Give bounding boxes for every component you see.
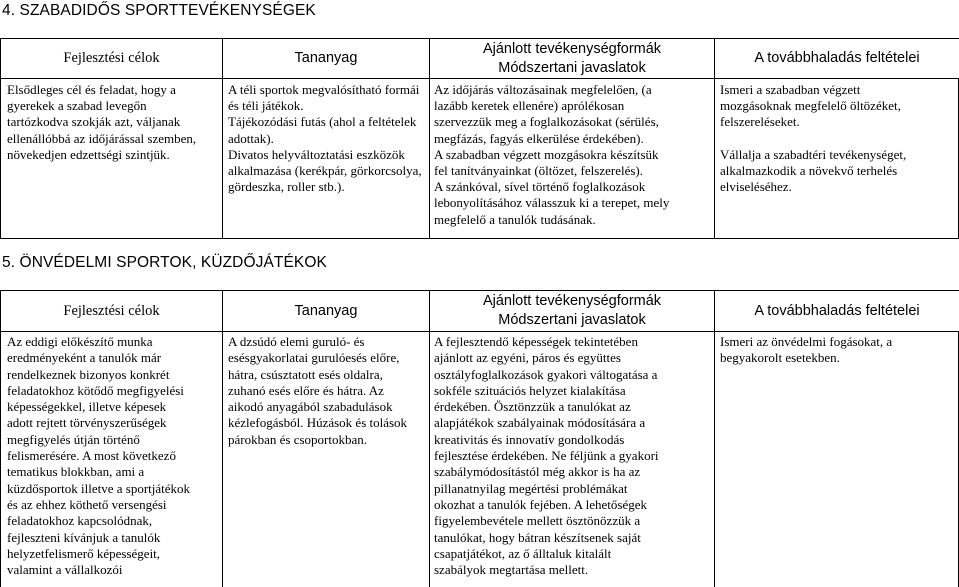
- s1-cell-modszertani-javaslatok: Az időjárás változásainak megfelelően, (a lazább keretek ellenére) aprólékosan szervezzük meg a foglalkozásokat (sérülés, megfázás, fagyás elkerülése érdekében). A szabadban végzett mozgásokra készítsük fel tanítványainkat (öltözet, felszerelés). A szánkóval, sível történő foglalkozások lebonyolításához válasszuk ki a terepet, mely megfelelő a tanulók tudásának.: [434, 82, 670, 227]
- header-fejlesztesi-celok: Fejlesztési célok: [1, 39, 223, 79]
- s1-border-bottom: [0, 238, 959, 239]
- header-ajanlott-line1: Ajánlott tevékenységformák: [482, 40, 662, 57]
- s2-cell-tananyag: A dzsúdó elemi guruló- és esésgyakorlatai gurulóesés előre, hátra, csúsztatott esés oldalra, zuhanó esés előre és hátra. Az aikodó anyagából szabadulások kézlefogásból. Húzások és tolások párokban és csoportokban.: [228, 334, 408, 447]
- s1-cell-tovabbhaladas: Ismeri a szabadban végzett mozgásoknak megfelelő öltözéket, felszereléseket. Vállalja a szabadtéri tevékenységet, alkalmazkodik a növekvő terhelés elviseléséhez.: [720, 82, 907, 195]
- section2-header-row: [0, 290, 959, 332]
- s2-border-col3: [429, 332, 430, 587]
- s2-cell-fejlesztesi-celok: Az eddigi előkészítő munka eredményeként a tanulók már rendelkeznek bizonyos konkrét feladatokhoz kötődő megfigyelési képességekkel, illetve képesek adott rejtett törvényszerűségek megfigyelés útján történő felismerésére. A most következő tematikus blokkban, ami a küzdősportok illetve a sportjátékok és az ehhez köthető versengési feladatokhoz kapcsolódnak, fejleszteni kívánjuk a tanulók helyzetfelismerő képességeit, valamint a vállalkozói: [7, 334, 191, 578]
- header-ajanlott-tevekenysegformak: [430, 291, 715, 332]
- section-title-onvedelmi: 5. ÖNVÉDELMI SPORTOK, KÜZDŐJÁTÉKOK: [2, 254, 327, 271]
- header-ajanlott-tevekenysegformak: [430, 39, 715, 79]
- s1-border-col2: [222, 79, 223, 238]
- header-tovabbhaladas-feltetelei: A továbbhaladás feltételei: [715, 39, 959, 79]
- section1-header-row: [0, 38, 959, 79]
- section-title-szabadidos: 4. SZABADIDŐS SPORTTEVÉKENYSÉGEK: [2, 2, 316, 19]
- s1-border-col4: [714, 79, 715, 238]
- header-tananyag: Tananyag: [223, 291, 430, 332]
- header-tovabbhaladas-feltetelei: A továbbhaladás feltételei: [715, 291, 959, 332]
- header-modszertani-line2: Módszertani javaslatok: [498, 59, 646, 76]
- header-ajanlott-line1: Ajánlott tevékenységformák: [482, 293, 662, 309]
- s1-border-col3: [429, 79, 430, 238]
- s2-border-col2: [222, 332, 223, 587]
- header-modszertani-line2: Módszertani javaslatok: [498, 312, 646, 328]
- s2-cell-modszertani-javaslatok: A fejlesztendő képességek tekintetében ajánlott az egyéni, páros és együttes osztályfoglalkozások gyakori váltogatása a sokféle szituációs helyzet kialakítása érdekében. Ösztönzzük a tanulókat az alapjátékok szabályainak módosítására a kreativitás és innovatív gondolkodás fejlesztése érdekében. Ne féljünk a gyakori szabálymódosítástól még akkor is ha az pillanatnyilag megértési problémákat okozhat a tanulók fejében. A lehetőségek figyelembevétele mellett ösztönözzük a tanulókat, hogy bátran készítsenek saját csapatjátékot, az ő álltaluk kitalált szabályok megtartása mellett.: [434, 334, 659, 578]
- header-fejlesztesi-celok: Fejlesztési célok: [1, 291, 223, 332]
- s2-border-col4: [714, 332, 715, 587]
- s2-border-left: [0, 332, 1, 587]
- s1-cell-tananyag: A téli sportok megvalósítható formái és téli játékok. Tájékozódási futás (ahol a feltételek adottak). Divatos helyváltoztatási eszközök alkalmazása (kerékpár, görkorcsolya, gördeszka, roller stb.).: [228, 82, 422, 195]
- s1-cell-fejlesztesi-celok: Elsődleges cél és feladat, hogy a gyerekek a szabad levegőn tartózkodva szokják azt, váljanak ellenállóbbá az időjárással szemben, növekedjen edzettségi szintjük.: [7, 82, 197, 162]
- s1-border-left: [0, 79, 1, 238]
- s2-cell-tovabbhaladas: Ismeri az önvédelmi fogásokat, a begyakorolt esetekben.: [720, 334, 893, 366]
- header-tananyag: Tananyag: [223, 39, 430, 79]
